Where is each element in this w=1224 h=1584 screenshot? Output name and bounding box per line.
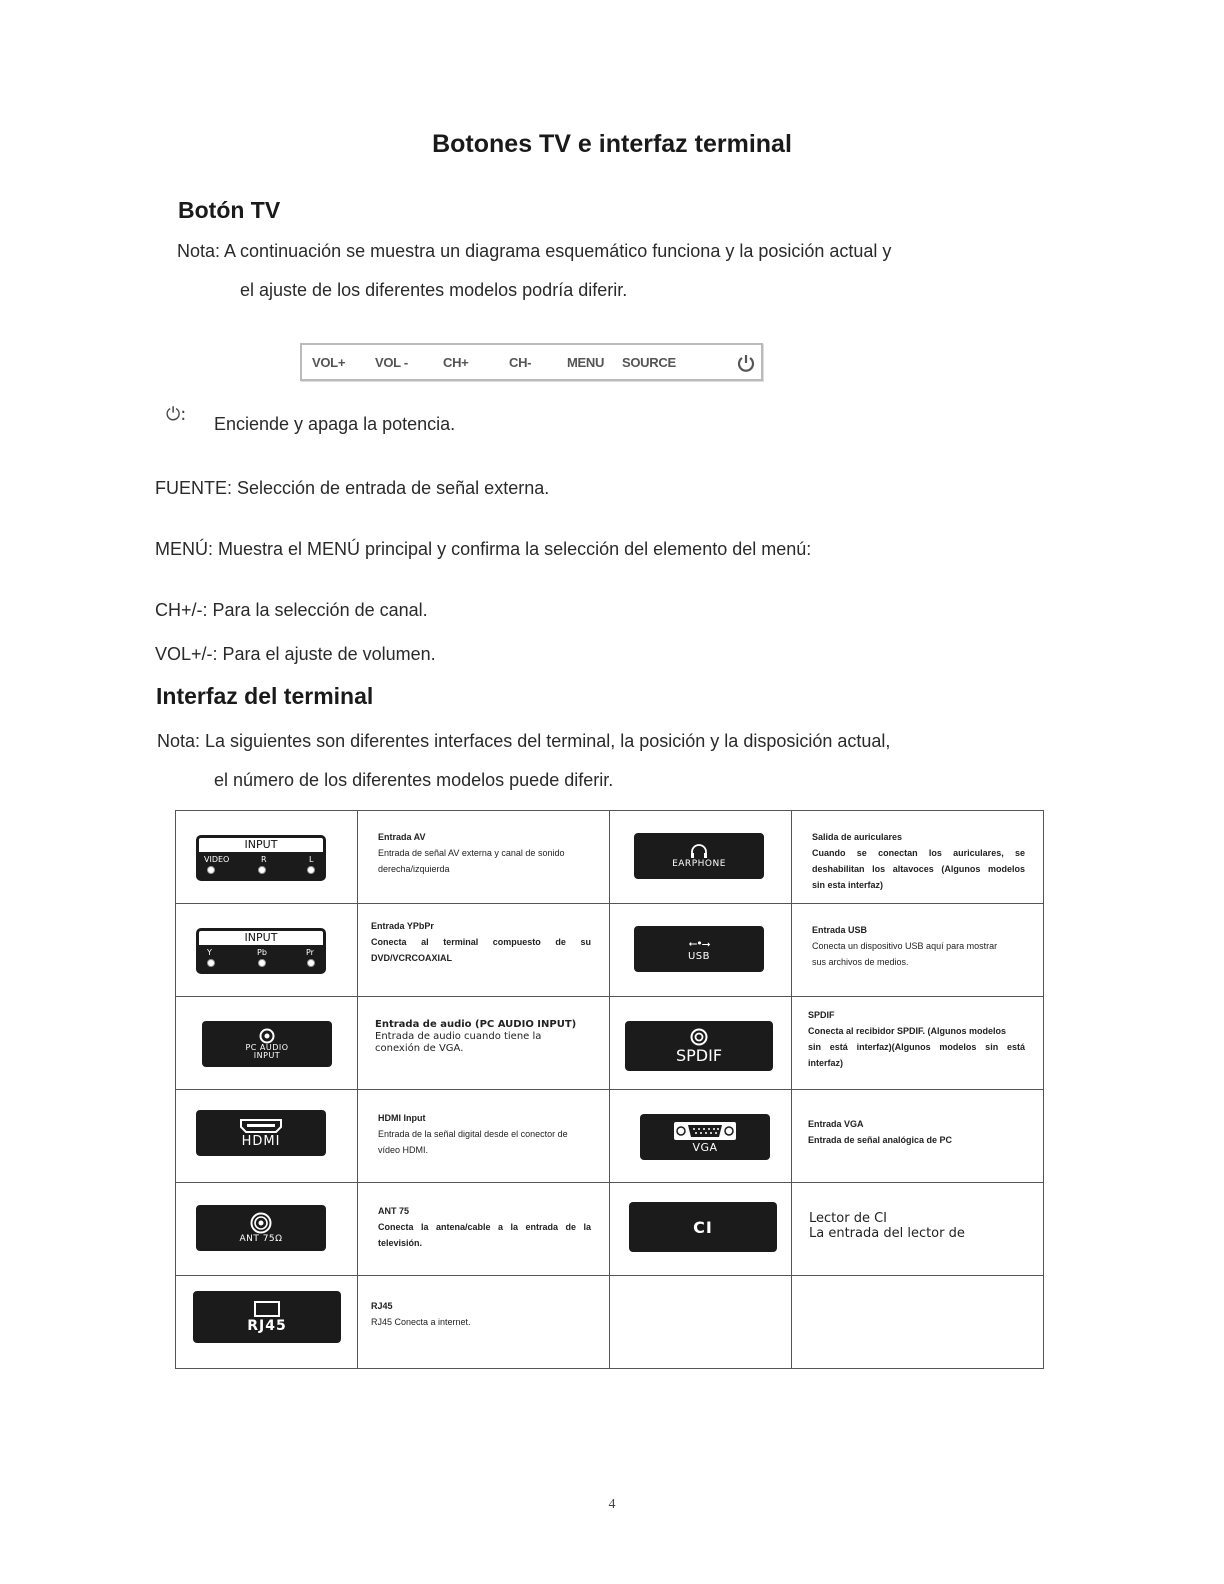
section-heading-buttons: Botón TV: [178, 197, 281, 223]
earphone-port: [634, 833, 764, 879]
strip-menu: MENU: [567, 355, 605, 370]
ant-port: [196, 1205, 326, 1251]
pcaudio-label1: PC AUDIO: [245, 1043, 289, 1052]
port-image-ant: [176, 1183, 358, 1276]
ethernet-icon: [253, 1300, 281, 1318]
hdmi-line2: vídeo HDMI.: [378, 1145, 429, 1155]
strip-vol-plus: VOL+: [312, 355, 346, 370]
ypbpr-label-pb: Pb: [257, 948, 267, 957]
strip-ch-plus: CH+: [443, 355, 469, 370]
earphone-line1: Cuando se conectan los auriculares, se: [812, 848, 1025, 858]
port-image-av: [176, 811, 358, 904]
port-desc-hdmi: [358, 1090, 610, 1183]
port-desc-rj45: [358, 1276, 610, 1369]
button-desc-volume: VOL+/-: Para el ajuste de volumen.: [155, 644, 436, 664]
hdmi-line1: Entrada de la señal digital desde el conector de: [378, 1129, 568, 1139]
terminal-note-line2: el número de los diferentes modelos puede diferir.: [214, 770, 614, 790]
port-image-usb: [610, 904, 792, 997]
table-row: [176, 1276, 1044, 1369]
hdmi-title: HDMI Input: [378, 1113, 426, 1123]
hdmi-connector-icon: [239, 1118, 283, 1134]
port-desc-ci: [792, 1183, 1044, 1276]
port-desc-pcaudio: [358, 997, 610, 1090]
earphone-title: Salida de auriculares: [812, 832, 903, 842]
usb-line2: sus archivos de medios.: [812, 957, 909, 967]
ypbpr-line2: DVD/VCRCOAXIAL: [371, 953, 453, 963]
vga-title: Entrada VGA: [808, 1119, 864, 1129]
port-desc-av: [358, 811, 610, 904]
port-desc-ant: [358, 1183, 610, 1276]
ypbpr-line1: Conecta al terminal compuesto de su: [371, 937, 591, 947]
empty-cell: [792, 1276, 1044, 1369]
usb-port: [634, 926, 764, 972]
vga-line1: Entrada de señal analógica de PC: [808, 1135, 953, 1145]
port-image-pcaudio: [176, 997, 358, 1090]
earphone-label: EARPHONE: [672, 859, 726, 869]
port-image-ypbpr: [176, 904, 358, 997]
ypbpr-input-header: INPUT: [199, 931, 323, 947]
av-label-r: R: [261, 855, 267, 864]
ci-line1: La entrada del lector de: [809, 1226, 965, 1241]
rj45-line1: RJ45 Conecta a internet.: [371, 1317, 471, 1327]
ypbpr-label-pr: Pr: [306, 948, 314, 957]
pcaudio-label2: INPUT: [253, 1051, 281, 1060]
spdif-port: [625, 1021, 773, 1071]
page-number: 4: [608, 1497, 616, 1512]
usb-line1: Conecta un dispositivo USB aquí para mostrar: [812, 941, 998, 951]
pcaudio-line1: Entrada de audio cuando tiene la: [375, 1031, 542, 1042]
headphone-icon: [690, 843, 708, 859]
strip-source: SOURCE: [622, 355, 676, 370]
earphone-line3: sin esta interfaz): [812, 880, 884, 890]
buttons-note-line2: el ajuste de los diferentes modelos podría diferir.: [240, 280, 628, 300]
audio-jack-icon: [259, 1028, 275, 1044]
port-desc-earphone: [792, 811, 1044, 904]
usb-icon: ⭠•⭢: [688, 936, 710, 950]
ports-table: [175, 810, 1044, 1369]
tv-button-strip: [300, 343, 763, 381]
rj45-label: RJ45: [247, 1318, 287, 1334]
strip-power-icon: [736, 353, 756, 373]
button-desc-channel: CH+/-: Para la selección de canal.: [155, 600, 428, 620]
av-label-l: L: [309, 855, 314, 864]
power-description: Enciende y apaga la potencia.: [214, 414, 456, 434]
ci-label: CI: [693, 1217, 713, 1237]
ant-line1: Conecta la antena/cable a la entrada de la: [378, 1222, 591, 1232]
pcaudio-title: Entrada de audio (PC AUDIO INPUT): [375, 1019, 577, 1030]
port-desc-spdif: [792, 997, 1044, 1090]
port-image-spdif: [610, 997, 792, 1090]
hdmi-port: [196, 1110, 326, 1156]
ant-label: ANT 75Ω: [239, 1234, 283, 1244]
ant-title: ANT 75: [378, 1206, 410, 1216]
table-row: [176, 997, 1044, 1090]
jack-icon: [307, 866, 315, 874]
jack-icon: [307, 959, 315, 967]
spdif-line3: interfaz): [808, 1058, 844, 1068]
strip-ch-minus: CH-: [509, 355, 532, 370]
usb-title: Entrada USB: [812, 925, 868, 935]
strip-vol-minus: VOL -: [375, 355, 408, 370]
empty-cell: [610, 1276, 792, 1369]
ypbpr-label-y: Y: [207, 948, 212, 957]
button-desc-menu: MENÚ: Muestra el MENÚ principal y confirma la selección del elemento del menú:: [155, 539, 812, 559]
av-input-panel: [196, 835, 326, 881]
usb-label: USB: [687, 950, 711, 962]
table-row: [176, 1183, 1044, 1276]
ypbpr-title: Entrada YPbPr: [371, 921, 434, 931]
port-image-ci: [610, 1183, 792, 1276]
spdif-line2: sin está interfaz)(Algunos modelos sin está: [808, 1042, 1025, 1052]
section-heading-terminal: Interfaz del terminal: [156, 683, 374, 709]
ci-title: Lector de CI: [809, 1211, 887, 1226]
jack-icon: [207, 866, 215, 874]
av-label-video: VIDEO: [204, 855, 230, 864]
vga-label: VGA: [692, 1140, 718, 1154]
buttons-note-line1: Nota: A continuación se muestra un diagrama esquemático funciona y la posición actual y: [177, 241, 892, 261]
earphone-line2: deshabilitan los altavoces (Algunos modelos: [812, 864, 1025, 874]
table-row: [176, 904, 1044, 997]
rj45-title: RJ45: [371, 1301, 393, 1311]
table-row: [176, 1090, 1044, 1183]
pcaudio-line2: conexión de VGA.: [375, 1043, 464, 1054]
av-title: Entrada AV: [378, 832, 426, 842]
av-line1: Entrada de señal AV externa y canal de sonido: [378, 848, 565, 858]
port-desc-ypbpr: [358, 904, 610, 997]
spdif-title: SPDIF: [808, 1010, 835, 1020]
port-image-vga: [610, 1090, 792, 1183]
jack-icon: [258, 959, 266, 967]
button-desc-source: FUENTE: Selección de entrada de señal externa.: [155, 478, 550, 498]
port-image-earphone: [610, 811, 792, 904]
table-row: [176, 811, 1044, 904]
jack-icon: [207, 959, 215, 967]
power-icon: ⏻:: [166, 404, 187, 425]
spdif-line1: Conecta al recibidor SPDIF. (Algunos modelos: [808, 1026, 1007, 1036]
ypbpr-input-panel: [196, 928, 326, 974]
port-desc-vga: [792, 1090, 1044, 1183]
port-image-rj45: [176, 1276, 358, 1369]
coax-connector-icon: [250, 1212, 272, 1234]
spdif-label: SPDIF: [675, 1045, 723, 1065]
terminal-note-line1: Nota: La siguientes son diferentes interfaces del terminal, la posición y la disposición actual,: [157, 731, 891, 751]
port-desc-usb: [792, 904, 1044, 997]
jack-icon: [258, 866, 266, 874]
port-image-hdmi: [176, 1090, 358, 1183]
rj45-port: [193, 1291, 341, 1343]
hdmi-label: HDMI: [241, 1133, 281, 1149]
vga-port: [640, 1114, 770, 1160]
av-line2: derecha/izquierda: [378, 864, 450, 874]
ant-line2: televisión.: [378, 1238, 423, 1248]
av-input-header: INPUT: [199, 838, 323, 854]
ci-port: [629, 1202, 777, 1252]
optical-jack-icon: [690, 1028, 708, 1046]
vga-connector-icon: [673, 1121, 737, 1141]
page-title: Botones TV e interfaz terminal: [432, 130, 792, 158]
pcaudio-port: [202, 1021, 332, 1067]
